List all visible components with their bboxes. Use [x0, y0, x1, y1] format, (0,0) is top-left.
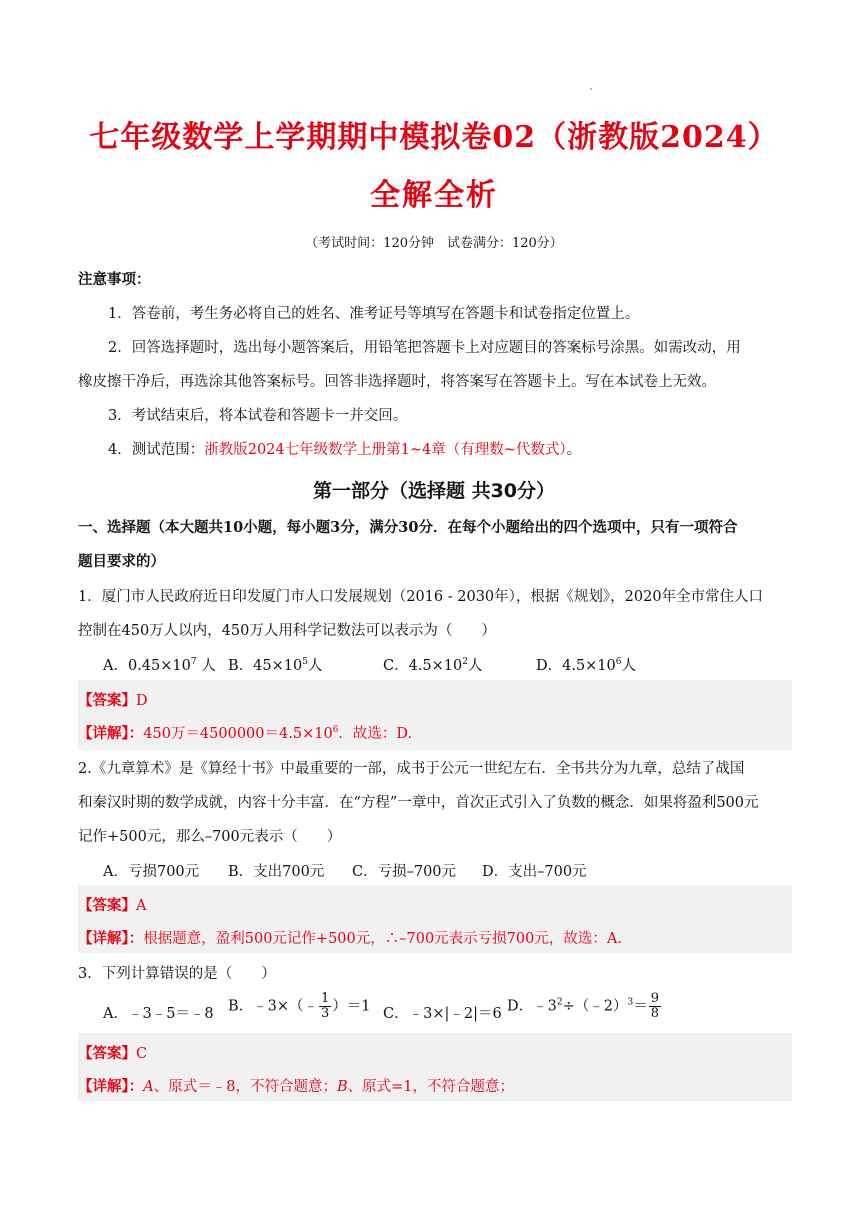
- q2-answer-box: [78, 885, 792, 953]
- q2-option-b: B．支出700元: [228, 864, 325, 880]
- q1-stem-line-2: 控制在450万人以内，450万人用科学记数法可以表示为（ ）: [78, 623, 496, 639]
- q3-option-a: A．﹣3﹣5＝﹣8: [103, 1006, 214, 1022]
- exam-info: （考试时间：120分钟 试卷满分：120分）: [305, 236, 563, 251]
- notice-item-4-suffix: 。: [566, 442, 582, 458]
- q1-answer: 【答案】D: [78, 692, 148, 709]
- q3-option-d-fraction: $\frac{9}{8}$: [650, 991, 659, 1021]
- q1-stem-line-1: 1．厦门市人民政府近日印发厦门市人口发展规划（2016 - 2030年），根据《规划》，2020年全市常住人口: [78, 589, 764, 605]
- q2-stem-line-2: 和秦汉时期的数学成就，内容十分丰富．在“方程”一章中，首次正式引入了负数的概念．如果将盈利500元: [78, 795, 759, 811]
- notice-item-3: 3．考试结束后，将本试卷和答题卡一并交回。: [108, 408, 408, 424]
- q1-option-b: B．$45\times 10^5$人: [228, 657, 323, 674]
- notice-item-4-prefix: 4．测试范围：: [108, 442, 205, 458]
- q1-detail: 【详解】：450万$=4500000=4.5\times 10^6$．故选：D.: [78, 725, 413, 742]
- q2-detail: 【详解】：根据题意，盈利500元记作+500元，∴–700元表示亏损700元，故选：A.: [78, 930, 622, 947]
- notice-item-4: [108, 438, 581, 459]
- q1-answer-box: [78, 680, 792, 750]
- q3-answer-box: [78, 1033, 792, 1101]
- q3-answer: 【答案】C: [78, 1045, 148, 1062]
- test-scope: 浙教版2024七年级数学上册第1~4章（有理数~代数式）: [204, 442, 567, 458]
- q2-option-c: C．亏损–700元: [352, 864, 457, 880]
- q1-option-c: C．$4.5\times 10^2$人: [383, 657, 483, 674]
- document-subtitle: 全解全析: [370, 178, 498, 213]
- q1-option-a: A．$0.45\times 10^7$ 人: [103, 657, 216, 674]
- q3-option-d: D．$﹣3^2\div(﹣2)^3=$ $\frac{9}{8}$: [507, 991, 659, 1021]
- notice-item-2-line-1: 2．回答选择题时，选出每小题答案后，用铅笔把答题卡上对应题目的答案标号涂黑。如需改动，用: [108, 340, 741, 356]
- q3-detail: 【详解】：A、原式＝﹣8，不符合题意；B、原式=1，不符合题意；: [78, 1078, 514, 1095]
- document-title: 七年级数学上学期期中模拟卷02（浙教版2024）: [89, 120, 779, 155]
- q3-option-c: C．﹣3×|﹣2|＝6: [383, 1006, 502, 1022]
- q2-option-a: A．亏损700元: [103, 864, 200, 880]
- q3-option-b-fraction: $\frac{1}{3}$: [321, 991, 330, 1021]
- q2-stem-line-3: 记作+500元，那么–700元表示（ ）: [78, 829, 342, 845]
- q3-stem: 3．下列计算错误的是（ ）: [78, 966, 276, 982]
- q2-stem-line-1: 2.《九章算术》是《算经十书》中最重要的一部，成书于公元一世纪左右．全书共分为九章，总结了战国: [78, 761, 745, 777]
- q3-option-b: B．﹣3×（﹣ $\frac{1}{3}$ ）＝1: [228, 991, 371, 1021]
- section-intro-line-2: 题目要求的）: [78, 553, 165, 570]
- q2-option-d: D．支出–700元: [482, 864, 587, 880]
- q1-option-d: D．$4.5\times 10^6$人: [536, 657, 637, 674]
- q2-answer: 【答案】A: [78, 897, 147, 914]
- notice-heading: 注意事项：: [78, 271, 151, 288]
- section-title: 第一部分（选择题 共30分）: [312, 480, 556, 502]
- scan-dot: [590, 88, 592, 90]
- notice-item-1: 1．答卷前，考生务必将自己的姓名、准考证号等填写在答题卡和试卷指定位置上。: [108, 306, 640, 322]
- section-intro-line-1: 一、选择题（本大题共10小题，每小题3分，满分30分．在每个小题给出的四个选项中，只有一项符合: [78, 519, 738, 536]
- notice-item-2-line-2: 橡皮擦干净后，再选涂其他答案标号。回答非选择题时，将答案写在答题卡上。写在本试卷上无效。: [78, 374, 716, 390]
